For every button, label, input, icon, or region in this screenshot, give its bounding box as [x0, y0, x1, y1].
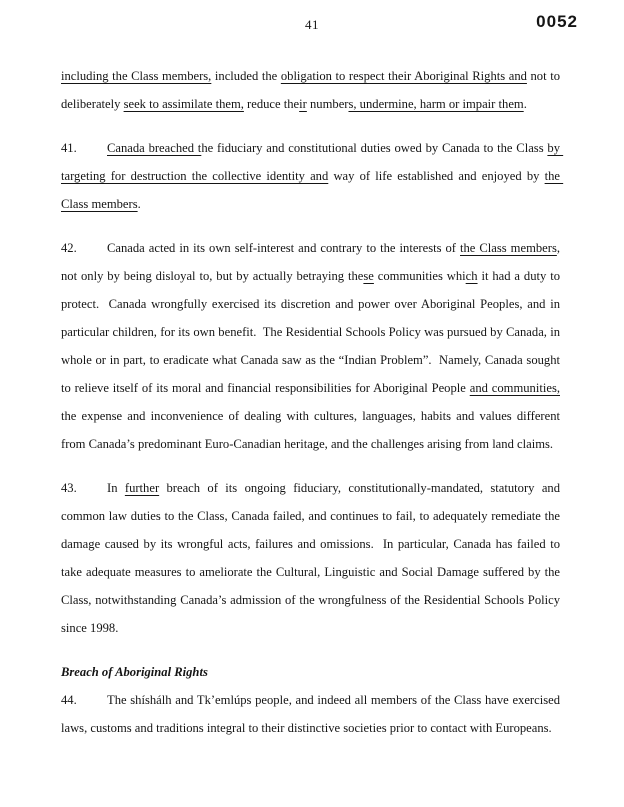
paragraph-44 — [61, 686, 564, 742]
paragraph-continuation — [61, 62, 564, 118]
text-run: it had a duty to protect. Canada wrongfully exercised its discretion and power over Aboriginal Peoples, and in particular children, for its own benefit. The Residential Schools Policy was pursued by Canada, in whole or in part, to eradicate what Canada saw as the “Indian Problem”. Namely, Canada sought to relieve itself of its moral and financial responsibilities for Aboriginal People — [61, 269, 564, 395]
text-run: Canada acted in its own self-interest and contrary to the interests of — [107, 241, 460, 255]
underlined-text-run: by targeting for destruction the collective identity and — [61, 141, 564, 183]
paragraph-number: 42. — [61, 241, 77, 255]
underlined-text-run: and communities, — [469, 381, 560, 395]
underlined-text-run: further — [124, 481, 160, 495]
text-run: the expense and inconvenience of dealing with cultures, languages, habits and values different from Canada’s predominant Euro-Canadian heritage, and the challenges arising from land claims. — [61, 381, 564, 451]
paragraph-number: 44. — [61, 693, 77, 707]
text-run: number — [306, 97, 349, 111]
text-run: he fiduciary and constitutional duties owed by Canada to the Class — [201, 141, 548, 155]
document-body — [61, 62, 564, 742]
page-number: 41 — [305, 17, 319, 32]
text-run: . — [523, 97, 527, 111]
paragraph-41 — [61, 134, 564, 218]
section-heading: Breach of Aboriginal Rights — [61, 665, 208, 679]
text-run: way of life established and enjoyed by — [328, 169, 545, 183]
text-run: In — [107, 481, 125, 495]
paragraph-number: 41. — [61, 141, 77, 155]
underlined-text-run: including the Class members, — [61, 69, 212, 83]
underlined-text-run: the Class members — [460, 241, 557, 255]
underlined-text-run: se — [363, 269, 374, 283]
underlined-text-run: seek to assimilate them, — [123, 97, 244, 111]
underlined-text-run: ir — [299, 97, 307, 111]
text-run: breach of its ongoing fiduciary, constitutionally-mandated, statutory and common law duties to the Class, Canada failed, and continues to fail, to adequately remediate the damage caused by its wrongful acts, failures and omissions. In particular, Canada has failed to take adequate measures to ameliorate the Cultural, Linguistic and Social Damage suffered by the Class, notwithstanding Canada’s admission of the wrongfulness of the Residential Schools Policy since 1998. — [61, 481, 564, 635]
underlined-text-run: obligation to respect their Aboriginal Rights and — [280, 69, 527, 83]
text-run: included the — [211, 69, 281, 83]
bates-stamp: 0052 — [536, 12, 578, 31]
text-run: not to deliberately — [61, 69, 564, 111]
underlined-text-run: Canada breached t — [107, 141, 202, 155]
text-run: . — [137, 197, 141, 211]
paragraph-42 — [61, 234, 564, 458]
underlined-text-run: the Class members — [61, 169, 564, 211]
text-run: The shíshálh and Tk’emlúps people, and indeed all members of the Class have exercised laws, customs and traditions integral to their distinctive societies prior to contact with Europeans. — [61, 693, 564, 735]
underlined-text-run: ch — [465, 269, 478, 283]
underlined-text-run: s, undermine, harm or impair them — [348, 97, 524, 111]
paragraph-43 — [61, 474, 564, 642]
paragraph-number: 43. — [61, 481, 77, 495]
text-run: communities whi — [373, 269, 466, 283]
text-run: reduce the — [243, 97, 300, 111]
text-run: , not only by being disloyal to, but by actually betraying the — [61, 241, 564, 283]
